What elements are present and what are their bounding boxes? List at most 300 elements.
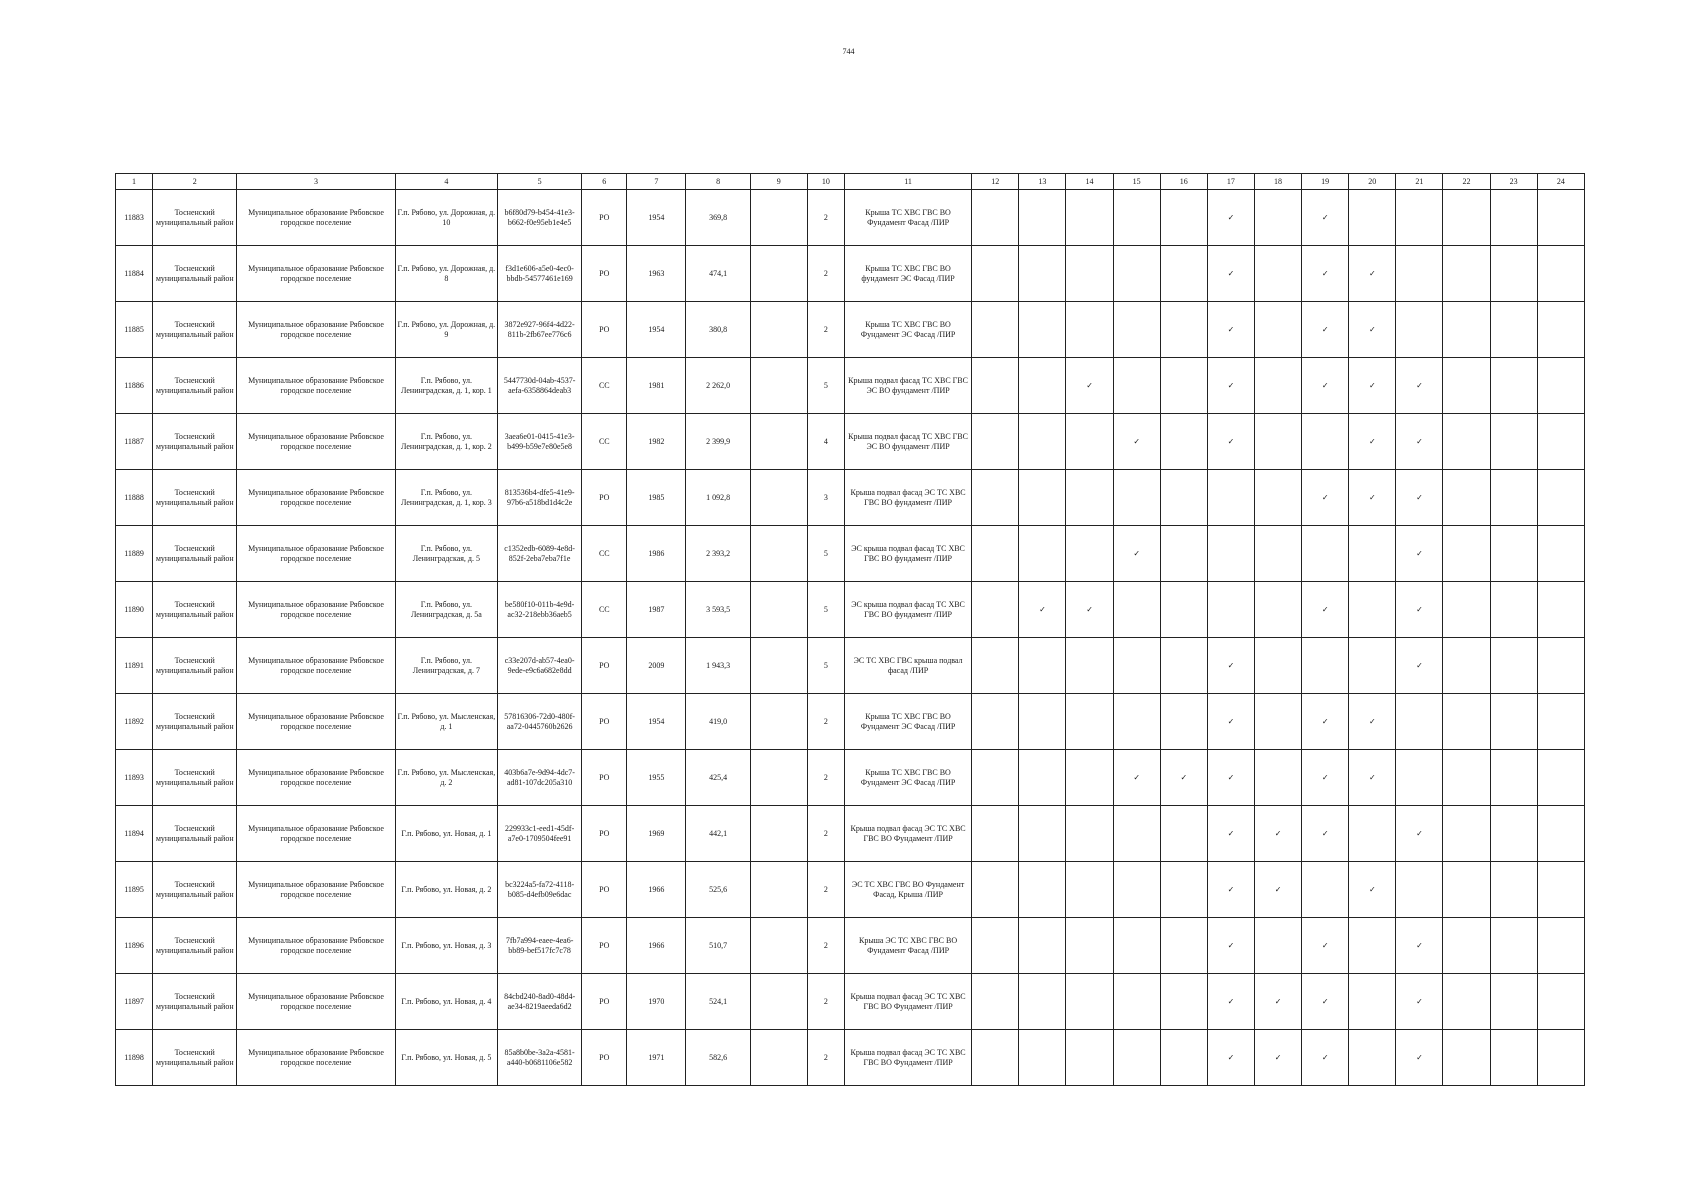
check-cell-col-21 (1396, 806, 1443, 862)
check-cell-col-20 (1349, 694, 1396, 750)
record-id: 11893 (116, 750, 153, 806)
check-cell-col-19 (1302, 750, 1349, 806)
check-cell-col-20 (1349, 918, 1396, 974)
works-list: ЭС ТС ХВС ГВС ВО Фундамент Фасад, Крыша /ПИР (844, 862, 971, 918)
checkmark-icon: ✓ (1368, 492, 1376, 502)
check-cell-col-21 (1396, 190, 1443, 246)
check-cell-col-18 (1254, 918, 1301, 974)
build-year: 1954 (627, 190, 686, 246)
check-cell-col-21 (1396, 638, 1443, 694)
check-cell-col-15 (1113, 806, 1160, 862)
column-9-value (750, 358, 807, 414)
checkmark-icon: ✓ (1321, 996, 1329, 1006)
check-cell-col-18 (1254, 470, 1301, 526)
table-row (116, 1030, 1585, 1086)
works-list: Крыша ТС ХВС ГВС ВО Фундамент ЭС Фасад /ПИР (844, 694, 971, 750)
table-row (116, 246, 1585, 302)
check-cell-col-18 (1254, 1030, 1301, 1086)
check-cell-col-13 (1019, 414, 1066, 470)
floors-count: 2 (807, 750, 844, 806)
checkmark-icon: ✓ (1368, 380, 1376, 390)
check-cell-col-13 (1019, 526, 1066, 582)
check-cell-col-16 (1160, 302, 1207, 358)
checkmark-icon: ✓ (1227, 380, 1235, 390)
check-cell-col-15 (1113, 862, 1160, 918)
check-cell-col-16 (1160, 246, 1207, 302)
checkmark-icon: ✓ (1321, 380, 1329, 390)
district-name: Тосненский муниципальный район (153, 1030, 237, 1086)
check-cell-col-24 (1537, 694, 1584, 750)
check-cell-col-24 (1537, 358, 1584, 414)
record-id: 11888 (116, 470, 153, 526)
total-area: 419,0 (686, 694, 750, 750)
check-cell-col-17 (1207, 750, 1254, 806)
check-cell-col-15 (1113, 694, 1160, 750)
district-name: Тосненский муниципальный район (153, 190, 237, 246)
check-cell-col-14 (1066, 918, 1113, 974)
check-cell-col-14 (1066, 638, 1113, 694)
column-header-13: 13 (1019, 174, 1066, 190)
check-cell-col-22 (1443, 750, 1490, 806)
building-address: Г.п. Рябово, ул. Ленинградская, д. 5 (395, 526, 497, 582)
check-cell-col-20 (1349, 358, 1396, 414)
building-address: Г.п. Рябово, ул. Новая, д. 5 (395, 1030, 497, 1086)
check-cell-col-15 (1113, 526, 1160, 582)
page-number: 744 (842, 47, 855, 56)
check-cell-col-24 (1537, 974, 1584, 1030)
check-cell-col-13 (1019, 582, 1066, 638)
building-code: 813536b4-dfe5-41e9-97b6-a518bd1d4c2e (498, 470, 582, 526)
check-cell-col-22 (1443, 974, 1490, 1030)
check-cell-col-18 (1254, 246, 1301, 302)
check-cell-col-16 (1160, 638, 1207, 694)
building-type: СС (582, 526, 627, 582)
building-type: РО (582, 190, 627, 246)
checkmark-icon: ✓ (1321, 268, 1329, 278)
municipality-name: Муниципальное образование Рябовское городское поселение (237, 190, 395, 246)
check-cell-col-21 (1396, 1030, 1443, 1086)
column-9-value (750, 750, 807, 806)
check-cell-col-17 (1207, 414, 1254, 470)
record-id: 11886 (116, 358, 153, 414)
works-list: Крыша подвал фасад ЭС ТС ХВС ГВС ВО Фундамент /ПИР (844, 974, 971, 1030)
column-header-24: 24 (1537, 174, 1584, 190)
municipality-name: Муниципальное образование Рябовское городское поселение (237, 302, 395, 358)
check-cell-col-23 (1490, 974, 1537, 1030)
check-cell-col-20 (1349, 246, 1396, 302)
district-name: Тосненский муниципальный район (153, 246, 237, 302)
checkmark-icon: ✓ (1133, 548, 1141, 558)
check-cell-col-22 (1443, 806, 1490, 862)
check-cell-col-20 (1349, 974, 1396, 1030)
district-name: Тосненский муниципальный район (153, 414, 237, 470)
check-cell-col-24 (1537, 862, 1584, 918)
check-cell-col-21 (1396, 470, 1443, 526)
floors-count: 2 (807, 1030, 844, 1086)
check-cell-col-22 (1443, 862, 1490, 918)
check-cell-col-23 (1490, 414, 1537, 470)
record-id: 11891 (116, 638, 153, 694)
check-cell-col-19 (1302, 470, 1349, 526)
check-cell-col-14 (1066, 582, 1113, 638)
total-area: 380,8 (686, 302, 750, 358)
checkmark-icon: ✓ (1227, 772, 1235, 782)
check-cell-col-19 (1302, 1030, 1349, 1086)
check-cell-col-16 (1160, 806, 1207, 862)
check-cell-col-20 (1349, 806, 1396, 862)
check-cell-col-16 (1160, 414, 1207, 470)
column-header-8: 8 (686, 174, 750, 190)
column-9-value (750, 190, 807, 246)
check-cell-col-16 (1160, 470, 1207, 526)
check-cell-col-14 (1066, 750, 1113, 806)
column-9-value (750, 862, 807, 918)
municipality-name: Муниципальное образование Рябовское городское поселение (237, 918, 395, 974)
record-id: 11895 (116, 862, 153, 918)
check-cell-col-24 (1537, 1030, 1584, 1086)
building-code: 3872e927-96f4-4d22-811b-2fb67ee776c6 (498, 302, 582, 358)
checkmark-icon: ✓ (1227, 268, 1235, 278)
check-cell-col-24 (1537, 526, 1584, 582)
checkmark-icon: ✓ (1086, 604, 1093, 614)
checkmark-icon: ✓ (1133, 436, 1141, 446)
check-cell-col-18 (1254, 358, 1301, 414)
checkmark-icon: ✓ (1368, 324, 1376, 334)
checkmark-icon: ✓ (1227, 716, 1235, 726)
works-list: Крыша подвал фасад ТС ХВС ГВС ЭС ВО фундамент /ПИР (844, 358, 971, 414)
works-list: ЭС крыша подвал фасад ТС ХВС ГВС ВО фундамент /ПИР (844, 582, 971, 638)
building-address: Г.п. Рябово, ул. Мысленская, д. 2 (395, 750, 497, 806)
column-header-20: 20 (1349, 174, 1396, 190)
district-name: Тосненский муниципальный район (153, 918, 237, 974)
build-year: 1987 (627, 582, 686, 638)
building-type: РО (582, 694, 627, 750)
district-name: Тосненский муниципальный район (153, 526, 237, 582)
check-cell-col-12 (972, 582, 1019, 638)
check-cell-col-16 (1160, 358, 1207, 414)
building-type: РО (582, 470, 627, 526)
check-cell-col-14 (1066, 414, 1113, 470)
column-header-2: 2 (153, 174, 237, 190)
check-cell-col-13 (1019, 358, 1066, 414)
check-cell-col-12 (972, 806, 1019, 862)
check-cell-col-20 (1349, 302, 1396, 358)
check-cell-col-12 (972, 1030, 1019, 1086)
column-9-value (750, 638, 807, 694)
checkmark-icon: ✓ (1180, 772, 1188, 782)
column-header-17: 17 (1207, 174, 1254, 190)
check-cell-col-14 (1066, 1030, 1113, 1086)
column-header-7: 7 (627, 174, 686, 190)
district-name: Тосненский муниципальный район (153, 862, 237, 918)
check-cell-col-16 (1160, 862, 1207, 918)
check-cell-col-20 (1349, 190, 1396, 246)
check-cell-col-17 (1207, 470, 1254, 526)
works-list: Крыша ЭС ТС ХВС ГВС ВО Фундамент Фасад /ПИР (844, 918, 971, 974)
check-cell-col-13 (1019, 1030, 1066, 1086)
check-cell-col-23 (1490, 582, 1537, 638)
column-9-value (750, 806, 807, 862)
check-cell-col-18 (1254, 750, 1301, 806)
check-cell-col-21 (1396, 526, 1443, 582)
build-year: 1986 (627, 526, 686, 582)
check-cell-col-14 (1066, 526, 1113, 582)
checkmark-icon: ✓ (1416, 828, 1423, 838)
check-cell-col-16 (1160, 1030, 1207, 1086)
check-cell-col-19 (1302, 806, 1349, 862)
column-header-21: 21 (1396, 174, 1443, 190)
check-cell-col-18 (1254, 582, 1301, 638)
works-list: Крыша подвал фасад ЭС ТС ХВС ГВС ВО фундамент /ПИР (844, 470, 971, 526)
check-cell-col-13 (1019, 190, 1066, 246)
municipality-name: Муниципальное образование Рябовское городское поселение (237, 750, 395, 806)
building-code: 5447730d-04ab-4537-aefa-6358864deab3 (498, 358, 582, 414)
check-cell-col-15 (1113, 358, 1160, 414)
checkmark-icon: ✓ (1227, 996, 1235, 1006)
check-cell-col-18 (1254, 806, 1301, 862)
checkmark-icon: ✓ (1274, 996, 1282, 1006)
checkmark-icon: ✓ (1039, 604, 1046, 614)
check-cell-col-23 (1490, 470, 1537, 526)
check-cell-col-21 (1396, 974, 1443, 1030)
check-cell-col-21 (1396, 246, 1443, 302)
check-cell-col-12 (972, 918, 1019, 974)
check-cell-col-23 (1490, 750, 1537, 806)
checkmark-icon: ✓ (1227, 940, 1235, 950)
check-cell-col-21 (1396, 918, 1443, 974)
check-cell-col-17 (1207, 582, 1254, 638)
column-9-value (750, 918, 807, 974)
check-cell-col-14 (1066, 806, 1113, 862)
table-row (116, 918, 1585, 974)
column-header-18: 18 (1254, 174, 1301, 190)
check-cell-col-14 (1066, 246, 1113, 302)
municipality-name: Муниципальное образование Рябовское городское поселение (237, 526, 395, 582)
check-cell-col-16 (1160, 526, 1207, 582)
municipality-name: Муниципальное образование Рябовское городское поселение (237, 414, 395, 470)
column-header-14: 14 (1066, 174, 1113, 190)
checkmark-icon: ✓ (1227, 1052, 1235, 1062)
building-code: f3d1e606-a5e0-4ec0-bbdb-54577461e169 (498, 246, 582, 302)
district-name: Тосненский муниципальный район (153, 974, 237, 1030)
build-year: 1981 (627, 358, 686, 414)
check-cell-col-18 (1254, 974, 1301, 1030)
check-cell-col-14 (1066, 470, 1113, 526)
column-header-10: 10 (807, 174, 844, 190)
column-header-12: 12 (972, 174, 1019, 190)
check-cell-col-19 (1302, 358, 1349, 414)
checkmark-icon: ✓ (1416, 436, 1423, 446)
column-9-value (750, 526, 807, 582)
table-row (116, 638, 1585, 694)
check-cell-col-15 (1113, 1030, 1160, 1086)
table-row (116, 694, 1585, 750)
checkmark-icon: ✓ (1227, 884, 1235, 894)
record-id: 11889 (116, 526, 153, 582)
column-9-value (750, 414, 807, 470)
check-cell-col-15 (1113, 918, 1160, 974)
check-cell-col-13 (1019, 302, 1066, 358)
check-cell-col-23 (1490, 526, 1537, 582)
table-row (116, 582, 1585, 638)
works-list: ЭС крыша подвал фасад ТС ХВС ГВС ВО фундамент /ПИР (844, 526, 971, 582)
building-type: СС (582, 358, 627, 414)
build-year: 1955 (627, 750, 686, 806)
check-cell-col-20 (1349, 582, 1396, 638)
municipality-name: Муниципальное образование Рябовское городское поселение (237, 246, 395, 302)
building-code: 85a8b0be-3a2a-4581-a440-b0681106e582 (498, 1030, 582, 1086)
floors-count: 5 (807, 582, 844, 638)
building-address: Г.п. Рябово, ул. Мысленская, д. 1 (395, 694, 497, 750)
check-cell-col-22 (1443, 470, 1490, 526)
check-cell-col-19 (1302, 302, 1349, 358)
district-name: Тосненский муниципальный район (153, 582, 237, 638)
building-type: РО (582, 806, 627, 862)
checkmark-icon: ✓ (1274, 1052, 1282, 1062)
check-cell-col-23 (1490, 302, 1537, 358)
check-cell-col-17 (1207, 694, 1254, 750)
check-cell-col-22 (1443, 918, 1490, 974)
check-cell-col-18 (1254, 862, 1301, 918)
check-cell-col-12 (972, 246, 1019, 302)
check-cell-col-22 (1443, 526, 1490, 582)
works-list: Крыша ТС ХВС ГВС ВО фундамент ЭС Фасад /ПИР (844, 246, 971, 302)
checkmark-icon: ✓ (1321, 716, 1329, 726)
checkmark-icon: ✓ (1321, 604, 1329, 614)
column-header-3: 3 (237, 174, 395, 190)
floors-count: 5 (807, 358, 844, 414)
check-cell-col-12 (972, 750, 1019, 806)
checkmark-icon: ✓ (1227, 828, 1235, 838)
check-cell-col-22 (1443, 638, 1490, 694)
building-address: Г.п. Рябово, ул. Ленинградская, д. 1, кор. 2 (395, 414, 497, 470)
table-row (116, 806, 1585, 862)
check-cell-col-14 (1066, 190, 1113, 246)
check-cell-col-13 (1019, 862, 1066, 918)
building-address: Г.п. Рябово, ул. Ленинградская, д. 5а (395, 582, 497, 638)
check-cell-col-17 (1207, 806, 1254, 862)
column-header-1: 1 (116, 174, 153, 190)
building-code: 84cbd240-8ad0-48d4-ae34-8219aeeda6d2 (498, 974, 582, 1030)
column-9-value (750, 582, 807, 638)
total-area: 3 593,5 (686, 582, 750, 638)
floors-count: 5 (807, 526, 844, 582)
check-cell-col-13 (1019, 806, 1066, 862)
check-cell-col-12 (972, 358, 1019, 414)
record-id: 11884 (116, 246, 153, 302)
works-list: Крыша ТС ХВС ГВС ВО Фундамент ЭС Фасад /ПИР (844, 302, 971, 358)
table-body (116, 190, 1585, 1086)
check-cell-col-15 (1113, 750, 1160, 806)
floors-count: 2 (807, 246, 844, 302)
total-area: 524,1 (686, 974, 750, 1030)
checkmark-icon: ✓ (1368, 884, 1376, 894)
checkmark-icon: ✓ (1321, 772, 1329, 782)
district-name: Тосненский муниципальный район (153, 470, 237, 526)
checkmark-icon: ✓ (1368, 436, 1376, 446)
check-cell-col-18 (1254, 694, 1301, 750)
check-cell-col-13 (1019, 638, 1066, 694)
checkmark-icon: ✓ (1321, 492, 1329, 502)
total-area: 474,1 (686, 246, 750, 302)
check-cell-col-16 (1160, 750, 1207, 806)
checkmark-icon: ✓ (1227, 660, 1235, 670)
total-area: 425,4 (686, 750, 750, 806)
building-code: 7fb7a994-eaee-4ea6-bb89-bef517fc7c78 (498, 918, 582, 974)
table-row (116, 358, 1585, 414)
check-cell-col-18 (1254, 526, 1301, 582)
check-cell-col-12 (972, 470, 1019, 526)
check-cell-col-16 (1160, 918, 1207, 974)
floors-count: 2 (807, 862, 844, 918)
checkmark-icon: ✓ (1416, 548, 1423, 558)
check-cell-col-19 (1302, 582, 1349, 638)
district-name: Тосненский муниципальный район (153, 638, 237, 694)
district-name: Тосненский муниципальный район (153, 694, 237, 750)
building-code: bc3224a5-fa72-4118-b085-d4efb09e6dac (498, 862, 582, 918)
municipality-name: Муниципальное образование Рябовское городское поселение (237, 974, 395, 1030)
check-cell-col-24 (1537, 582, 1584, 638)
table-row (116, 526, 1585, 582)
check-cell-col-24 (1537, 414, 1584, 470)
building-address: Г.п. Рябово, ул. Дорожная, д. 9 (395, 302, 497, 358)
check-cell-col-13 (1019, 750, 1066, 806)
municipality-name: Муниципальное образование Рябовское городское поселение (237, 694, 395, 750)
check-cell-col-13 (1019, 470, 1066, 526)
build-year: 1966 (627, 918, 686, 974)
check-cell-col-23 (1490, 1030, 1537, 1086)
check-cell-col-17 (1207, 526, 1254, 582)
checkmark-icon: ✓ (1086, 380, 1093, 390)
checkmark-icon: ✓ (1416, 492, 1423, 502)
total-area: 2 262,0 (686, 358, 750, 414)
check-cell-col-19 (1302, 414, 1349, 470)
works-list: Крыша подвал фасад ТС ХВС ГВС ЭС ВО фундамент /ПИР (844, 414, 971, 470)
check-cell-col-20 (1349, 1030, 1396, 1086)
check-cell-col-21 (1396, 358, 1443, 414)
floors-count: 2 (807, 918, 844, 974)
checkmark-icon: ✓ (1227, 212, 1235, 222)
check-cell-col-22 (1443, 246, 1490, 302)
check-cell-col-15 (1113, 190, 1160, 246)
check-cell-col-21 (1396, 694, 1443, 750)
build-year: 1985 (627, 470, 686, 526)
check-cell-col-18 (1254, 302, 1301, 358)
check-cell-col-17 (1207, 1030, 1254, 1086)
record-id: 11892 (116, 694, 153, 750)
check-cell-col-24 (1537, 918, 1584, 974)
column-number-header-row (116, 174, 1585, 190)
total-area: 1 943,3 (686, 638, 750, 694)
build-year: 2009 (627, 638, 686, 694)
building-code: c1352edb-6089-4e8d-852f-2eba7eba7f1e (498, 526, 582, 582)
check-cell-col-17 (1207, 246, 1254, 302)
check-cell-col-23 (1490, 190, 1537, 246)
total-area: 2 393,2 (686, 526, 750, 582)
check-cell-col-23 (1490, 806, 1537, 862)
checkmark-icon: ✓ (1416, 660, 1423, 670)
column-header-11: 11 (844, 174, 971, 190)
check-cell-col-16 (1160, 694, 1207, 750)
check-cell-col-18 (1254, 414, 1301, 470)
check-cell-col-13 (1019, 974, 1066, 1030)
works-list: Крыша ТС ХВС ГВС ВО Фундамент Фасад /ПИР (844, 190, 971, 246)
check-cell-col-16 (1160, 190, 1207, 246)
municipality-name: Муниципальное образование Рябовское городское поселение (237, 638, 395, 694)
check-cell-col-19 (1302, 190, 1349, 246)
record-id: 11896 (116, 918, 153, 974)
check-cell-col-12 (972, 414, 1019, 470)
